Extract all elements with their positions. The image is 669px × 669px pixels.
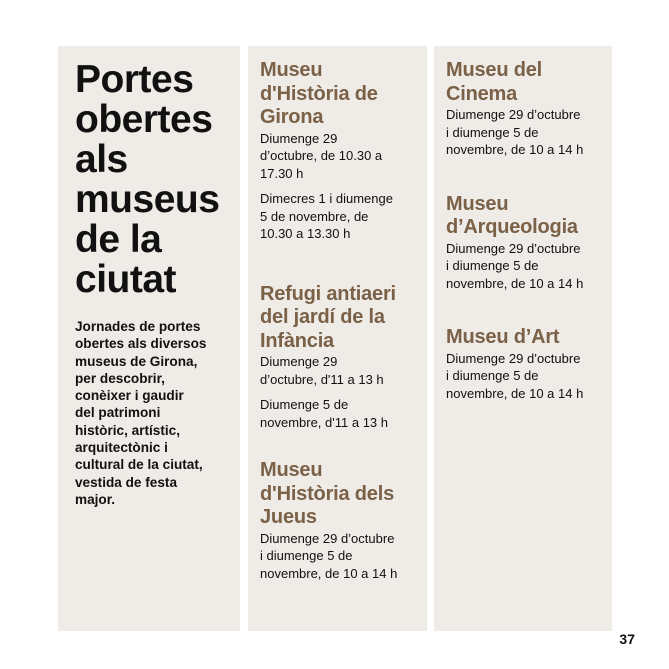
museum-schedule (446, 106, 604, 159)
museum-name (446, 193, 604, 240)
schedule-line: Diumenge 29 d’octubre (260, 530, 395, 546)
title-line: de la (75, 218, 162, 261)
museum-arqueologia (446, 193, 604, 293)
museum-cinema (446, 59, 604, 159)
intro-line: per descobrir, (75, 370, 165, 386)
intro-line: obertes als diversos (75, 336, 207, 352)
museum-name (260, 283, 417, 354)
museums-column-2 (434, 46, 612, 631)
schedule-line: Diumenge 29 d’octubre (446, 107, 581, 122)
museum-name (446, 326, 604, 350)
museum-name-line: Girona (260, 106, 324, 128)
intro-line: cultural de la ciutat, (75, 457, 203, 473)
schedule-line: i diumenge 5 de (446, 258, 539, 273)
title-line: als (75, 138, 128, 181)
intro-paragraph (75, 318, 226, 508)
museums-column-1 (248, 46, 427, 631)
title-line: ciutat (75, 258, 177, 301)
intro-line: major. (75, 491, 116, 507)
museum-name (260, 59, 417, 130)
museum-name-line: d'Història dels (260, 482, 395, 505)
schedule-line: novembre, de 10 a 14 h (260, 565, 398, 581)
museum-name-line: d’Arqueologia (446, 216, 578, 238)
page-title (75, 60, 226, 300)
schedule-line: d’octubre, d'11 a 13 h (260, 371, 384, 387)
schedule-line: 5 de novembre, de (260, 208, 369, 224)
schedule-line: 10.30 a 13.30 h (260, 226, 351, 241)
museum-schedule (260, 190, 417, 243)
schedule-line: Diumenge 5 de (260, 397, 349, 412)
museum-refugi-antiaeri (260, 283, 417, 432)
museum-schedule (260, 130, 417, 183)
schedule-line: novembre, de 10 a 14 h (446, 142, 584, 157)
schedule-line: i diumenge 5 de (260, 548, 353, 563)
schedule-line: novembre, d'11 a 13 h (260, 414, 388, 430)
schedule-line: d’octubre, de 10.30 a (260, 148, 383, 163)
museum-name-line: Cinema (446, 82, 518, 105)
title-line: Portes (75, 58, 194, 101)
intro-line: conèixer i gaudir (75, 388, 184, 404)
intro-line: museus de Girona, (75, 353, 198, 369)
museum-name-line: Refugi antiaeri (260, 282, 396, 305)
schedule-line: i diumenge 5 de (446, 124, 539, 140)
intro-line: arquitectònic i (75, 440, 168, 456)
museum-name-line: Museu (260, 459, 323, 481)
intro-line: Jornades de portes (75, 319, 201, 334)
schedule-line: novembre, de 10 a 14 h (446, 275, 584, 291)
museum-name-line: Museu del (446, 59, 542, 81)
museum-name-line: Jueus (260, 506, 317, 528)
page-number: 37 (619, 631, 635, 647)
museum-schedule (446, 240, 604, 293)
schedule-line: i diumenge 5 de (446, 368, 539, 383)
museum-name-line: Museu (260, 59, 323, 81)
museum-name-line: Infància (260, 329, 334, 352)
museum-name (260, 459, 417, 530)
museum-historia-jueus (260, 459, 417, 582)
schedule-line: Diumenge 29 (260, 354, 338, 369)
schedule-line: Diumenge 29 d’octubre (446, 350, 581, 366)
museum-schedule (260, 353, 417, 388)
museum-name-line: Museu d’Art (446, 326, 560, 348)
schedule-line: Diumenge 29 d’octubre (446, 240, 581, 256)
schedule-line: novembre, de 10 a 14 h (446, 385, 584, 401)
museum-name (446, 59, 604, 106)
schedule-line: Diumenge 29 (260, 130, 338, 146)
intro-line: del patrimoni (75, 405, 161, 421)
intro-line: històric, artístic, (75, 422, 181, 438)
museum-schedule (260, 396, 417, 431)
museum-name-line: del jardí de la (260, 306, 385, 328)
schedule-line: Dimecres 1 i diumenge (260, 191, 393, 206)
museum-name-line: d'Història de (260, 82, 378, 105)
museum-historia-girona (260, 59, 417, 243)
intro-column (58, 46, 240, 631)
museum-art (446, 326, 604, 402)
museum-name-line: Museu (446, 192, 509, 215)
title-line: obertes (75, 98, 213, 141)
schedule-line: 17.30 h (260, 165, 304, 181)
museum-schedule (446, 350, 604, 403)
museum-schedule (260, 530, 417, 583)
title-line: museus (75, 178, 220, 221)
intro-line: vestida de festa (75, 474, 177, 490)
